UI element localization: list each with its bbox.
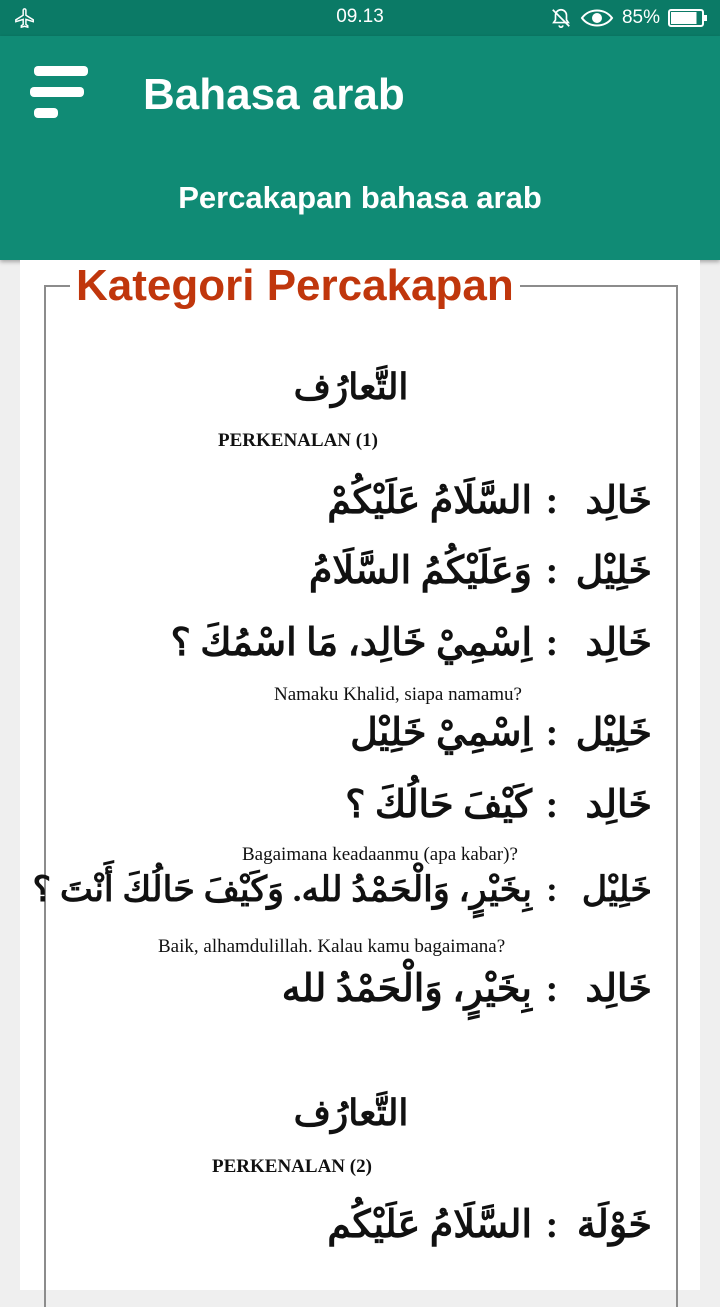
- menu-icon-bar: [34, 66, 88, 76]
- mute-icon: [550, 7, 572, 29]
- eye-icon: [580, 7, 614, 29]
- content-card[interactable]: [20, 260, 700, 1290]
- speaker-name: خَالِد: [585, 968, 652, 1010]
- menu-button[interactable]: [28, 64, 92, 122]
- speaker-name: خَلِيْل: [581, 870, 652, 909]
- section-heading: PERKENALAN (1): [218, 430, 378, 451]
- translation-text: Bagaimana keadaanmu (apa kabar)?: [242, 844, 518, 865]
- dialog-text: بِخَيْرٍ، وَالْحَمْدُ لله. وَكَيْفَ حَالُكَ أَنْتَ ؟: [32, 870, 532, 909]
- translation-text: Baik, alhamdulillah. Kalau kamu bagaimana?: [158, 936, 506, 957]
- menu-icon-bar: [30, 87, 84, 97]
- dialog-text: وَعَلَيْكُمُ السَّلَامُ: [308, 550, 532, 592]
- dialog-text: بِخَيْرٍ، وَالْحَمْدُ لله: [281, 968, 532, 1010]
- status-bar: [0, 0, 720, 36]
- dialog-text: السَّلَامُ عَلَيْكُم: [327, 1204, 532, 1246]
- dialog-line: خَلِيْل:وَعَلَيْكُمُ السَّلَامُ: [308, 550, 652, 592]
- speaker-name: خَالِد: [585, 784, 652, 826]
- dialog-line: خَلِيْل:اِسْمِيْ خَلِيْل: [350, 712, 652, 754]
- category-title: Kategori Percakapan: [70, 260, 520, 312]
- app-title: Bahasa arab: [143, 70, 405, 119]
- app-subtitle: Percakapan bahasa arab: [178, 180, 542, 215]
- app-bar: [0, 36, 720, 260]
- dialog-text: كَيْفَ حَالُكَ ؟: [345, 784, 532, 826]
- status-icons: [550, 5, 708, 31]
- dialog-text: السَّلَامُ عَلَيْكُمْ: [327, 480, 532, 522]
- battery-icon: [668, 7, 708, 29]
- speaker-name: خَالِد: [585, 480, 652, 522]
- status-time: 09.13: [336, 6, 384, 27]
- dialog-line: خَالِد:السَّلَامُ عَلَيْكُمْ: [327, 480, 652, 522]
- speaker-name: خَلِيْل: [575, 550, 652, 592]
- dialog-text: اِسْمِيْ خَالِد، مَا اسْمُكَ ؟: [170, 622, 532, 664]
- dialog-line: خَوْلَة:السَّلَامُ عَلَيْكُم: [327, 1204, 652, 1246]
- battery-fill: [671, 12, 697, 24]
- translation-text: Namaku Khalid, siapa namamu?: [274, 684, 522, 705]
- speaker-name: خَوْلَة: [576, 1204, 652, 1246]
- menu-icon-bar: [34, 108, 58, 118]
- dialog-line: خَلِيْل:بِخَيْرٍ، وَالْحَمْدُ لله. وَكَيْفَ حَالُكَ أَنْتَ ؟: [32, 870, 652, 909]
- speaker-name: خَالِد: [585, 622, 652, 664]
- section-title: التَّعارُف: [293, 367, 409, 407]
- battery-percent: 85%: [621, 7, 660, 28]
- speaker-name: خَلِيْل: [575, 712, 652, 754]
- dialog-line: خَالِد:كَيْفَ حَالُكَ ؟: [345, 784, 652, 826]
- dialog-line: خَالِد:بِخَيْرٍ، وَالْحَمْدُ لله: [281, 968, 652, 1010]
- dialog-line: خَالِد:اِسْمِيْ خَالِد، مَا اسْمُكَ ؟: [170, 622, 652, 664]
- section-heading: PERKENALAN (2): [212, 1156, 372, 1177]
- dialog-text: اِسْمِيْ خَلِيْل: [350, 712, 532, 754]
- section-title: التَّعارُف: [293, 1093, 409, 1133]
